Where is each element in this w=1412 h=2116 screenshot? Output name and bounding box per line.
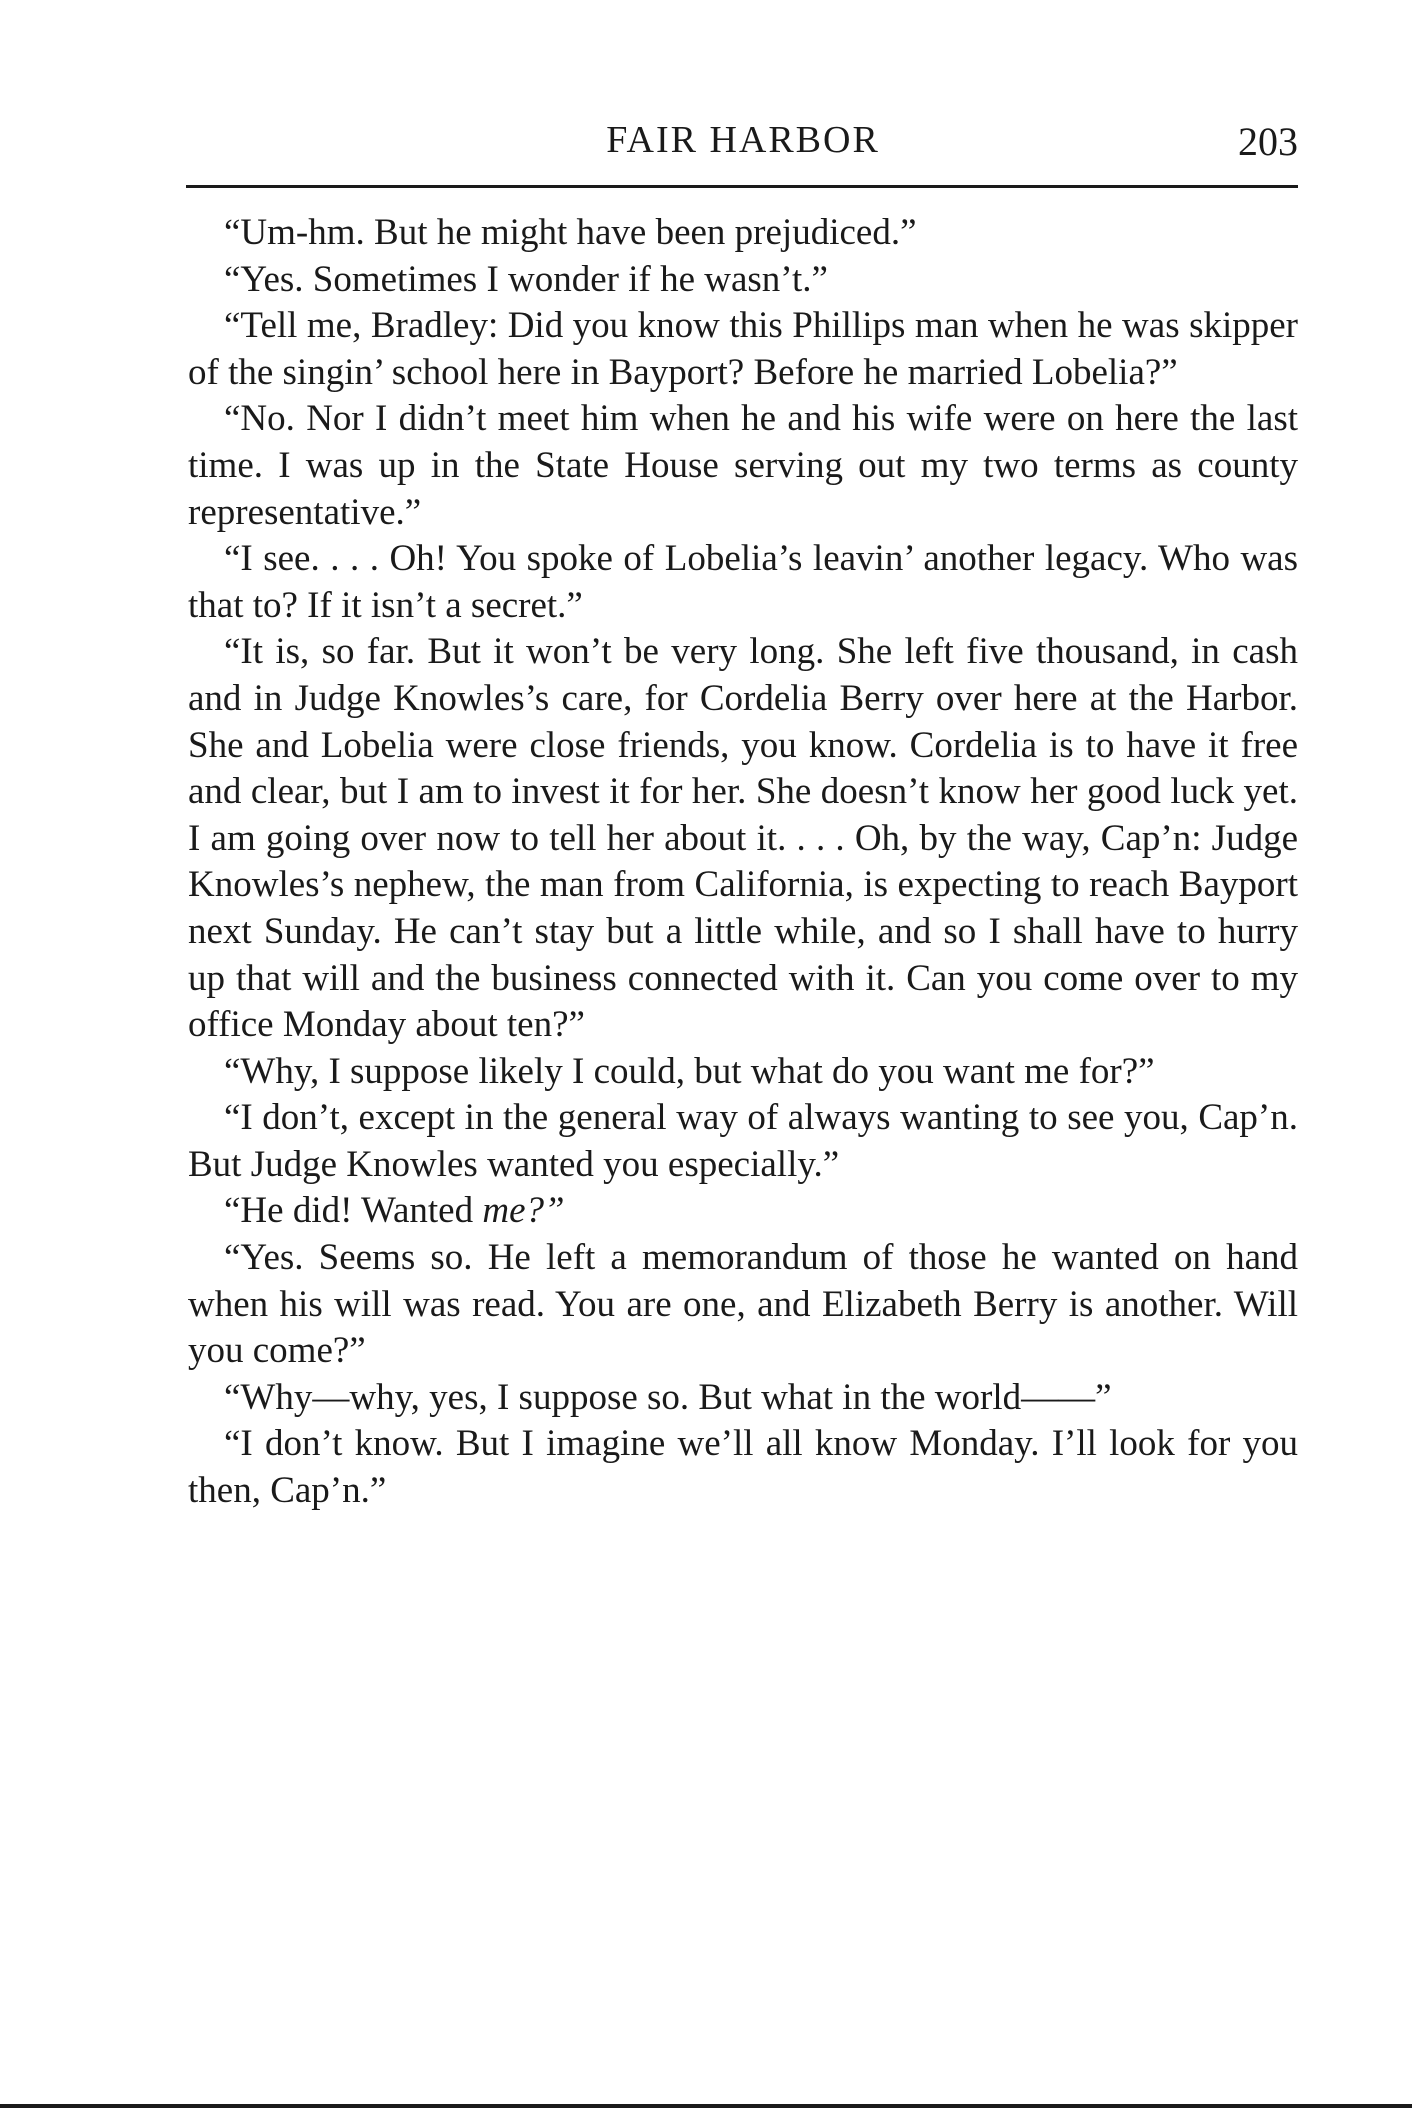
paragraph: “Why, I suppose likely I could, but what do you want me for?” [224, 1050, 1155, 1092]
paragraph: “It is, so far. But it won’t be very long. She left five thousand, in cash and in Judge Knowles’s care, for Cordelia Berry over here at the Harbor. She and Lobelia were close friends, you know. Cordelia is to have it free and clear, but I am to invest it for her. She doesn’t know her good luck yet. I am going over now to tell her about it. . . . Oh, by the way, Cap’n: Judge Knowles’s nephew, the man from California, is expecting to reach Bayport next Sunday. He can’t stay but a little while, and so I shall have to hurry up that will and the business connected with it. Can you come over to my office Monday about ten?” [188, 631, 1298, 1046]
scan-edge-rule [0, 2104, 1412, 2108]
paragraph: “Um-hm. But he might have been prejudiced.” [224, 212, 917, 253]
paragraph: “Tell me, Bradley: Did you know this Phillips man when he was skipper of the singin’ school here in Bayport? Before he married Lobelia?” [188, 305, 1298, 393]
paragraph: “I don’t know. But I imagine we’ll all know Monday. I’ll look for you then, Cap’n.” [188, 1423, 1298, 1512]
paragraph-text: “He did! Wanted [224, 1190, 483, 1232]
running-title: FAIR HARBOR [606, 119, 880, 161]
paragraph [188, 1188, 1298, 1235]
paragraph: “No. Nor I didn’t meet him when he and his wife were on here the last time. I was up in the State House serving out my two terms as county representative.” [188, 398, 1298, 533]
running-head [188, 118, 1298, 174]
page-number: 203 [1238, 119, 1298, 164]
paragraph: “I see. . . . Oh! You spoke of Lobelia’s leavin’ another legacy. Who was that to? If it isn’t a secret.” [188, 538, 1298, 626]
body-text [188, 210, 1298, 1515]
header-rule [186, 185, 1298, 188]
paragraph: “I don’t, except in the general way of always wanting to see you, Cap’n. But Judge Knowles wanted you especially.” [188, 1097, 1298, 1185]
paragraph: “Why—why, yes, I suppose so. But what in the world——” [224, 1376, 1112, 1418]
paragraph: “Yes. Sometimes I wonder if he wasn’t.” [224, 258, 828, 300]
paragraph: “Yes. Seems so. He left a memorandum of those he wanted on hand when his will was read. You are one, and Elizabeth Berry is another. Will you come?” [188, 1237, 1298, 1372]
emphasized-text: me?” [482, 1190, 565, 1232]
